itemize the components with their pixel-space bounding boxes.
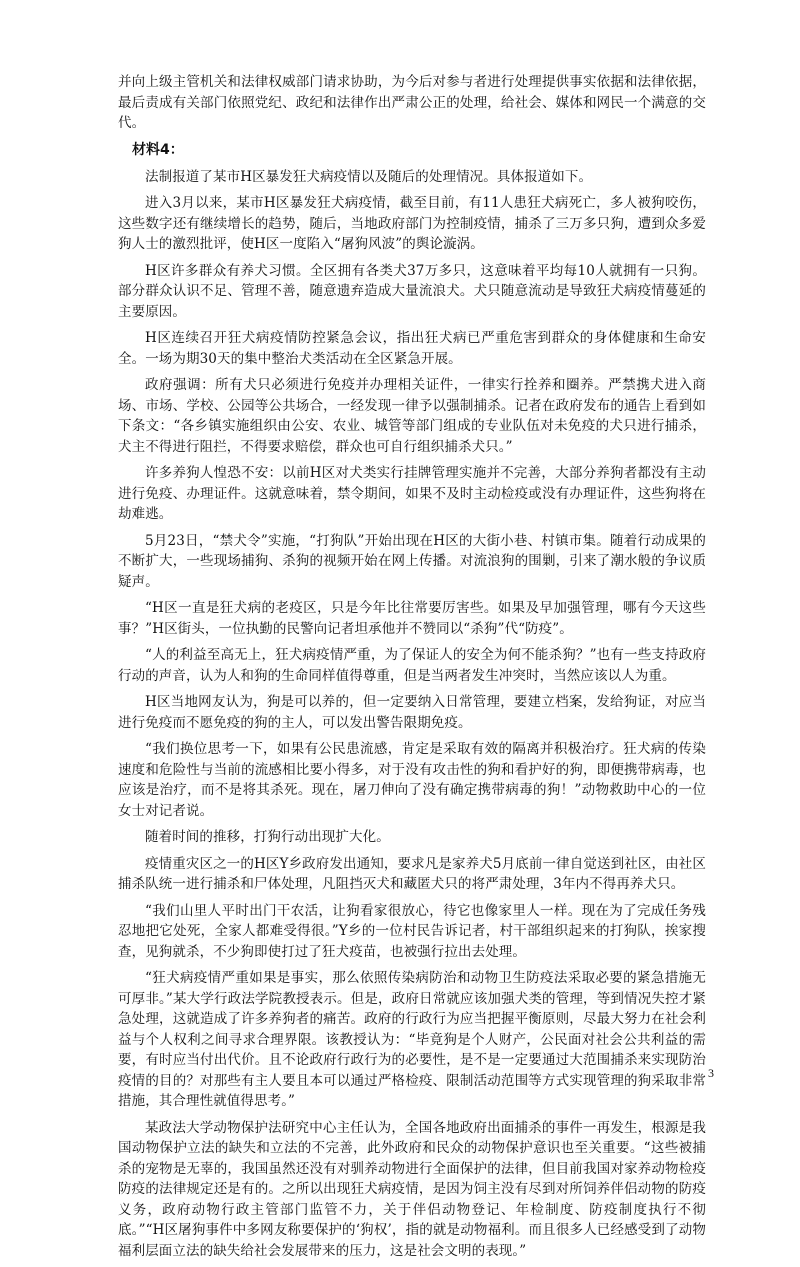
paragraph-3: H区许多群众有养犬习惯。全区拥有各类犬37万多只，这意味着平均每10人就拥有一只狗。部分群众认识不足、管理不善，随意遗弃造成大量流浪犬。犬只随意流动是导致狂犬病疫情蔓延的主要原因。 (118, 262, 706, 320)
paragraph-15: “狂犬病疫情严重如果是事实，那么依照传染病防治和动物卫生防疫法采取必要的紧急措施无可厚非。”某大学行政法学院教授表示。但是，政府日常就应该加强犬类的管理，等到情况失控才紧急处理，这就造成了许多养狗者的痛苦。政府的行政行为应当把握平衡原则，尽最大努力在社会利益与个人权利之间寻求合理界限。该教授认为：“毕竟狗是个人财产，公民面对社会公共利益的需要，有时应当付出代价。且不论政府行政行为的必要性，是不是一定要通过大范围捕杀来实现防治疫情的目的？对那些有主人要且本可以通过严格检疫、限制活动范围等方式实现管理的狗采取非常措施，其合理性就值得思考。” (118, 970, 706, 1109)
paragraph-4: H区连续召开狂犬病疫情防控紧急会议，指出狂犬病已严重危害到群众的身体健康和生命安全。一场为期30天的集中整治犬类活动在全区紧急开展。 (118, 330, 706, 367)
paragraph-11: “我们换位思考一下，如果有公民患流感，肯定是采取有效的隔离并积极治疗。狂犬病的传染速度和危险性与当前的流感相比要小得多，对于没有攻击性的狗和看护好的狗，即便携带病毒，也应该是治疗，而不是将其杀死。现在，屠刀伸向了没有确定携带病毒的狗！”动物救助中心的一位女士对记者说。 (118, 741, 706, 819)
paragraph-6: 许多养狗人惶恐不安：以前H区对犬类实行挂牌管理实施并不完善，大部分养狗者都没有主动进行免疫、办理证件。这就意味着，禁令期间，如果不及时主动检疫或没有办理证件，这些狗将在劫难逃。 (118, 465, 706, 522)
material-heading: 材料4： (132, 141, 184, 158)
paragraph-7: 5月23日，“禁犬令”实施，“打狗队”开始出现在H区的大街小巷、村镇市集。随着行动成果的不断扩大，一些现场捕狗、杀狗的视频开始在网上传播。对流浪狗的围剿，引来了潮水般的争议质疑声。 (118, 532, 706, 590)
paragraph-14: “我们山里人平时出门干农活，让狗看家很放心，待它也像家里人一样。现在为了完成任务残忍地把它处死，全家人都难受得很。”Y乡的一位村民告诉记者，村干部组织起来的打狗队，挨家搜查，见狗就杀，不少狗即使打过了狂犬疫苗，也被强行拉出去处理。 (118, 902, 706, 960)
paragraph-16: 某政法大学动物保护法研究中心主任认为，全国各地政府出面捕杀的事件一再发生，根源是我国动物保护立法的缺失和立法的不完善，此外政府和民众的动物保护意识也至关重要。“这些被捕杀的宠物是无辜的，我国虽然还没有对驯养动物进行全面保护的法律，但目前我国对家养动物检疫防疫的法律规定还是有的。之所以出现狂犬病疫情，是因为饲主没有尽到对所饲养伴侣动物的防疫义务，政府动物行政主管部门监管不力，关于伴侣动物登记、年检制度、防疫制度执行不彻底。”“H区屠狗事件中多网友称要保护的‘狗权’，指的就是动物福利。而且很多人已经感受到了动物福利层面立法的缺失给社会发展带来的压力，这是社会文明的表现。” (118, 1119, 706, 1259)
paragraph-9: “人的利益至高无上，狂犬病疫情严重，为了保证人的安全为何不能杀狗？”也有一些支持政府行动的声音，认为人和狗的生命同样值得尊重，但是当两者发生冲突时，当然应该以人为重。 (118, 647, 706, 684)
paragraph-8: “H区一直是狂犬病的老疫区，只是今年比往常要厉害些。如果及早加强管理，哪有今天这些事？”H区街头，一位执勤的民警向记者坦承他并不赞同以“杀狗”代“防疫”。 (118, 600, 706, 637)
paragraph-12: 随着时间的推移，打狗行动出现扩大化。 (145, 829, 390, 845)
page-number: 3 (708, 1066, 714, 1080)
continuation-paragraph: 并向上级主管机关和法律权威部门请求协助，为今后对参与者进行处理提供事实依据和法律依据，最后责成有关部门依照党纪、政纪和法律作出严肃公正的处理，给社会、媒体和网民一个满意的交代。 (118, 74, 706, 131)
paragraph-10: H区当地网友认为，狗是可以养的，但一定要纳入日常管理，要建立档案，发给狗证，对应当进行免疫而不愿免疫的狗的主人，可以发出警告限期免疫。 (118, 694, 706, 731)
paragraph-13: 疫情重灾区之一的H区Y乡政府发出通知，要求凡是家养犬5月底前一律自觉送到社区，由社区捕杀队统一进行捕杀和尸体处理，凡阻挡灭犬和藏匿犬只的将严肃处理，3年内不得再养犬只。 (118, 855, 706, 892)
document-page (118, 72, 706, 1267)
paragraph-5: 政府强调：所有犬只必须进行免疫并办理相关证件，一律实行拴养和圈养。严禁携犬进入商场、市场、学校、公园等公共场合，一经发现一律予以强制捕杀。记者在政府发布的通告上看到如下条文：“各乡镇实施组织由公安、农业、城管等部门组成的专业队伍对未免疫的犬只进行捕杀，犬主不得进行阻拦，不得要求赔偿，群众也可自行组织捕杀犬只。” (118, 377, 706, 455)
paragraph-1: 法制报道了某市H区暴发狂犬病疫情以及随后的处理情况。具体报道如下。 (145, 168, 593, 185)
paragraph-2: 进入3月以来，某市H区暴发狂犬病疫情，截至目前，有11人患狂犬病死亡，多人被狗咬伤，这些数字还有继续增长的趋势，随后，当地政府部门为控制疫情，捕杀了三万多只狗，遭到众多爱狗人士的激烈批评，使H区一度陷入“屠狗风波”的舆论漩涡。 (118, 195, 706, 252)
